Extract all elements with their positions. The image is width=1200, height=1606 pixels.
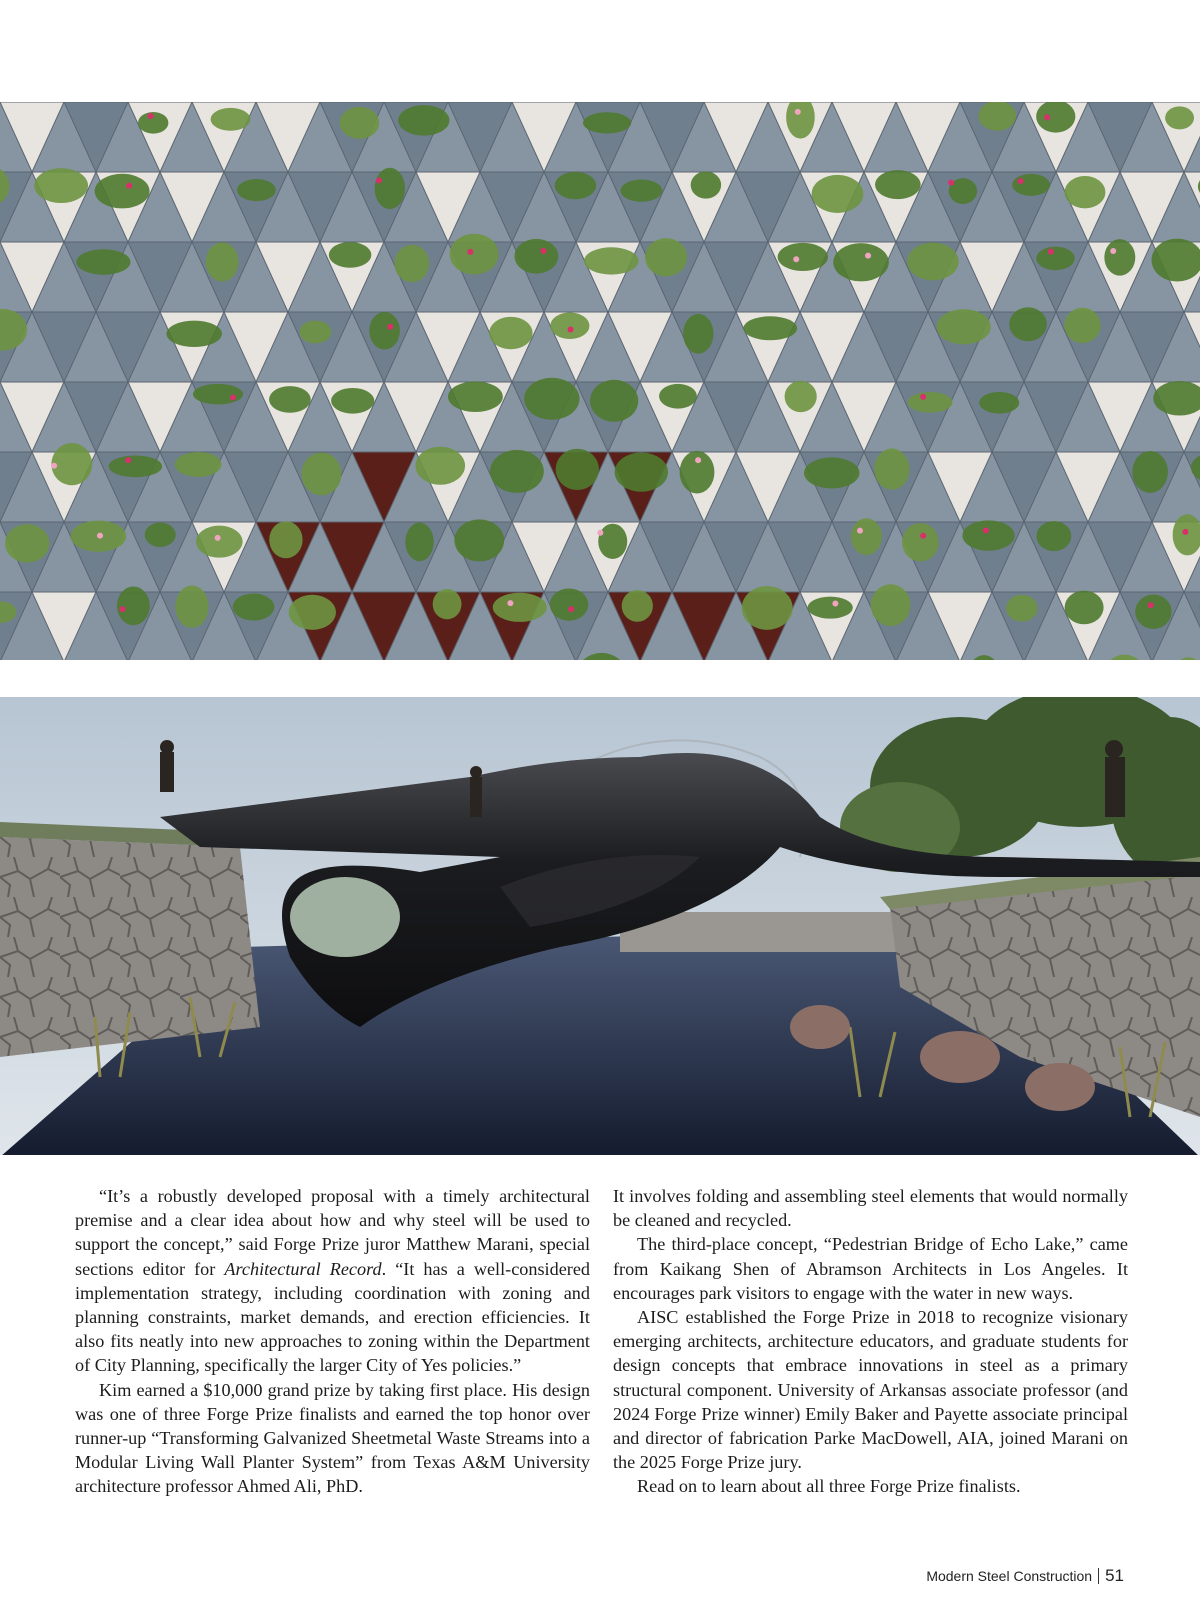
plant-foliage <box>233 593 275 620</box>
plant-foliage <box>962 520 1014 550</box>
plant-foliage <box>109 455 162 477</box>
plant-foliage <box>237 179 276 201</box>
article-paragraph: Kim earned a $10,000 grand prize by taking first place. His design was one of three Forge Prize finalists and earned the top honor over runner-up “Transforming Galvanized Sheetmetal Waste Streams into a Modular Living Wall Planter System” from Texas A&M University architecture professor Ahmed Ali, PhD. <box>75 1379 590 1497</box>
flower <box>1110 248 1116 254</box>
flower <box>597 530 603 536</box>
plant-foliage <box>1006 595 1037 622</box>
page-footer <box>926 1566 1124 1586</box>
plant-foliage <box>514 239 558 274</box>
plant-foliage <box>206 242 239 281</box>
flower <box>983 527 989 533</box>
plant-foliage <box>743 316 797 340</box>
plant-foliage <box>937 309 991 344</box>
plant-foliage <box>175 452 222 477</box>
plant-foliage <box>1065 591 1104 625</box>
article-paragraph-text: . “It has a well-considered implementation strategy, including coordination with zoning and planning constraints, market demands, and erection efficiencies. It also fits neatly into new approaches to zoning within the Department of City Planning, specifically the larger City of Yes policies.” <box>75 1258 590 1376</box>
plant-foliage <box>196 526 243 558</box>
flower <box>1148 602 1154 608</box>
flower <box>387 324 393 330</box>
article-paragraph: AISC established the Forge Prize in 2018 to recognize visionary emerging architects, architecture educators, and graduate students for design concepts that embrace innovations in steel as a primary structural component. University of Arkansas associate professor (and 2024 Forge Prize winner) Emily Baker and Payette associate principal and director of fabrication Parke MacDowell, AIA, joined Marani on the 2025 Forge Prize jury. <box>613 1307 1128 1473</box>
plant-foliage <box>615 453 668 492</box>
plant-foliage <box>34 168 88 203</box>
flower <box>832 601 838 607</box>
plant-foliage <box>1009 307 1047 341</box>
flower <box>793 256 799 262</box>
plant-foliage <box>76 249 130 274</box>
flower <box>467 249 473 255</box>
plant-foliage <box>645 238 687 276</box>
flower <box>857 528 863 534</box>
plant-foliage <box>874 449 909 490</box>
flower <box>920 394 926 400</box>
flower <box>1044 114 1050 120</box>
plant-foliage <box>1036 247 1075 271</box>
plant-foliage <box>1104 239 1135 275</box>
plant-foliage <box>1065 176 1106 208</box>
plant-foliage <box>375 168 405 209</box>
plant-foliage <box>1135 595 1171 629</box>
page-number: 51 <box>1105 1566 1124 1585</box>
flower <box>215 535 221 541</box>
plant-foliage <box>394 245 429 282</box>
plant-foliage <box>454 519 504 561</box>
plant-foliage <box>300 321 332 344</box>
plant-foliage <box>193 384 243 405</box>
plant-foliage <box>269 386 311 413</box>
plant-foliage <box>95 174 150 209</box>
plant-foliage <box>1064 308 1100 343</box>
plant-foliage <box>331 388 374 414</box>
flower <box>376 178 382 184</box>
plant-foliage <box>555 172 597 199</box>
flower <box>125 457 131 463</box>
living-wall-photo <box>0 102 1200 660</box>
plant-foliage <box>524 378 579 420</box>
article-column-right <box>613 1184 1128 1499</box>
flower <box>568 326 574 332</box>
plant-foliage <box>691 171 721 198</box>
plant-foliage <box>590 380 638 422</box>
plant-foliage <box>340 107 380 139</box>
plant-foliage <box>979 392 1019 414</box>
plant-foliage <box>742 586 793 630</box>
article-paragraph: The third-place concept, “Pedestrian Bridge of Echo Lake,” came from Kaikang Shen of Abramson Architects in Los Angeles. It encourages park visitors to engage with the water in new ways. <box>613 1234 1128 1303</box>
flower <box>97 533 103 539</box>
plant-foliage <box>584 247 639 274</box>
article-column-left <box>75 1184 590 1499</box>
plant-foliage <box>851 518 882 555</box>
flower <box>540 248 546 254</box>
plant-foliage <box>902 523 939 561</box>
flower <box>795 109 801 115</box>
plant-foliage <box>804 457 859 488</box>
flower <box>1018 178 1024 184</box>
plant-foliage <box>785 381 817 412</box>
plant-foliage <box>211 108 251 131</box>
plant-foliage <box>833 243 889 281</box>
flower <box>507 600 513 606</box>
plant-foliage <box>778 243 828 271</box>
plant-foliage <box>415 447 465 485</box>
bridge-rendering-image <box>0 697 1200 1155</box>
flower <box>695 457 701 463</box>
article-paragraph-text: “It’s a robustly developed proposal with a timely architectural premise and a clear idea about how and why steel will be used to support the concept,” said Forge Prize juror Matthew Marani, special sections editor for <box>75 1186 590 1279</box>
flower <box>126 183 132 189</box>
plant-foliage <box>117 586 150 625</box>
plant-foliage <box>1012 174 1050 196</box>
plant-foliage <box>683 314 713 354</box>
flower <box>119 606 125 612</box>
flower <box>148 113 154 119</box>
publication-name: Modern Steel Construction <box>926 1568 1093 1584</box>
plant-foliage <box>556 449 599 490</box>
plant-foliage <box>978 102 1016 131</box>
plant-foliage <box>550 588 588 620</box>
article-paragraph <box>75 1184 590 1378</box>
plant-foliage <box>369 312 400 350</box>
footer-divider <box>1098 1568 1099 1584</box>
flower <box>1048 249 1054 255</box>
flower <box>865 253 871 259</box>
plant-foliage <box>329 242 372 268</box>
plant-foliage <box>871 584 911 626</box>
plant-foliage <box>659 384 697 409</box>
plant-foliage <box>145 523 176 547</box>
plant-foliage <box>405 523 433 562</box>
plant-foliage <box>490 450 544 493</box>
plant-foliage <box>1036 521 1071 551</box>
plant-foliage <box>489 317 533 349</box>
plant-foliage <box>875 170 921 199</box>
plant-foliage <box>398 105 449 136</box>
plant-foliage <box>166 321 222 347</box>
plant-foliage <box>583 112 631 133</box>
plant-foliage <box>175 585 208 627</box>
flower <box>920 533 926 539</box>
plant-foliage <box>302 452 342 495</box>
article-paragraph: It involves folding and assembling steel elements that would normally be cleaned and recycled. <box>613 1186 1128 1231</box>
plant-foliage <box>269 521 302 558</box>
plant-foliage <box>493 593 547 622</box>
plant-foliage <box>1165 106 1194 129</box>
article-paragraph: Read on to learn about all three Forge Prize finalists. <box>637 1476 1021 1497</box>
plant-foliage <box>598 524 627 559</box>
flower <box>568 606 574 612</box>
plant-foliage <box>621 179 663 201</box>
publication-title: Architectural Record <box>224 1258 382 1279</box>
flower <box>51 463 57 469</box>
plant-foliage <box>808 597 853 619</box>
plant-foliage <box>433 589 462 619</box>
flower <box>1182 529 1188 535</box>
flower <box>948 180 954 186</box>
plant-foliage <box>550 313 589 340</box>
plant-foliage <box>1132 451 1168 493</box>
plant-foliage <box>289 595 336 630</box>
plant-foliage <box>907 243 958 281</box>
flower <box>230 395 236 401</box>
plant-foliage <box>908 392 953 413</box>
living-wall-image <box>0 102 1200 660</box>
plant-foliage <box>450 234 499 275</box>
bridge-rendering-photo <box>0 697 1200 1155</box>
plant-foliage <box>5 524 50 562</box>
plant-foliage <box>51 443 92 485</box>
plant-foliage <box>622 590 653 622</box>
plant-foliage <box>448 381 503 412</box>
plant-foliage <box>812 175 864 213</box>
